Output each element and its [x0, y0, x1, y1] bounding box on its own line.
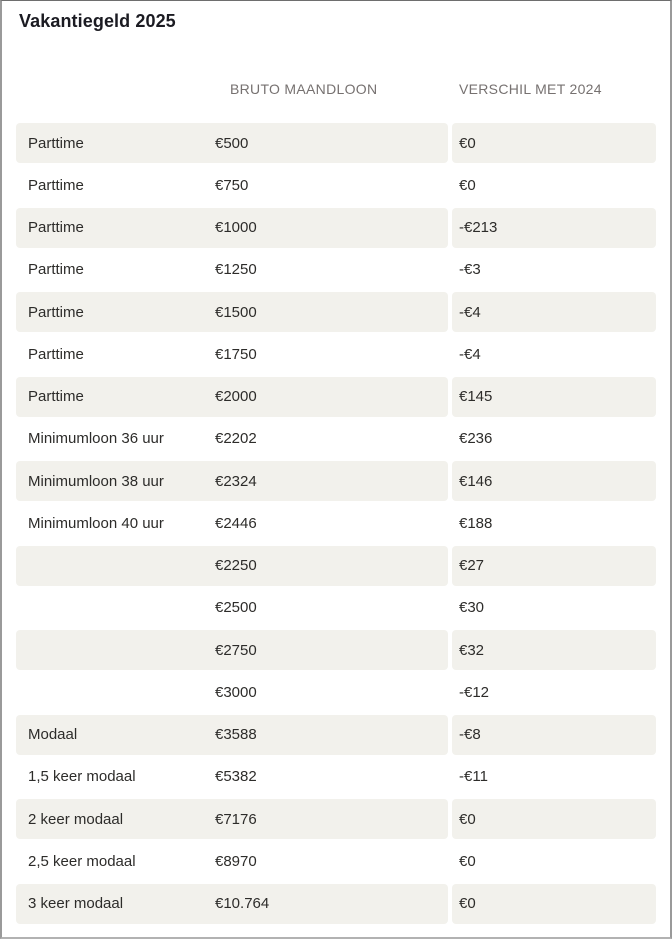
- row-verschil-met-2024-value: €145: [452, 377, 656, 417]
- table-row-inner: [16, 841, 656, 881]
- table-row-inner: [16, 419, 656, 459]
- row-bruto-maandloon-value: €1000: [215, 208, 448, 248]
- row-verschil-met-2024-value: -€4: [452, 292, 656, 332]
- row-verschil-met-2024-value: €236: [459, 430, 493, 448]
- row-bruto-maandloon-value: €750: [215, 176, 249, 194]
- table-row: [16, 418, 656, 460]
- row-bruto-maandloon-value: €5382: [215, 768, 257, 786]
- row-bruto-maandloon-value: €7176: [215, 799, 448, 839]
- row-label: Parttime: [16, 377, 215, 417]
- row-bruto-maandloon-value: €3000: [215, 683, 257, 701]
- row-label: Minimumloon 38 uur: [16, 461, 215, 501]
- row-label: [16, 672, 215, 712]
- table-row: [16, 460, 656, 502]
- row-bruto-maandloon-value: €2250: [215, 546, 448, 586]
- row-label: [16, 546, 215, 586]
- row-label: 2 keer modaal: [16, 799, 215, 839]
- row-bruto-maandloon-value: €10.764: [215, 884, 448, 924]
- table-row: [16, 840, 656, 882]
- row-bruto-maandloon-value: €3588: [215, 715, 448, 755]
- table-row: [16, 333, 656, 375]
- table-row-inner: [16, 165, 656, 205]
- row-bruto-maandloon-value: €8970: [215, 852, 257, 870]
- row-verschil-met-2024-value: €0: [459, 176, 476, 194]
- column-header-bruto-maandloon: BRUTO MAANDLOON: [230, 81, 378, 97]
- row-bruto-maandloon-value: €1500: [215, 292, 448, 332]
- table-row-inner: [16, 630, 656, 670]
- column-header-empty: [16, 81, 215, 97]
- row-verschil-met-2024-value: €32: [452, 630, 656, 670]
- row-label: 2,5 keer modaal: [28, 852, 136, 870]
- row-verschil-met-2024-value: €188: [459, 514, 493, 532]
- table-row-inner: [16, 123, 656, 163]
- row-bruto-maandloon-value: €1250: [215, 261, 257, 279]
- row-label: Parttime: [28, 261, 84, 279]
- table-row-inner: [16, 503, 656, 543]
- page-title: Vakantiegeld 2025: [19, 11, 176, 31]
- table-row: [16, 883, 656, 925]
- row-verschil-met-2024-value: €0: [452, 123, 656, 163]
- table-row-inner: [16, 292, 656, 332]
- row-bruto-maandloon-value: €2000: [215, 377, 448, 417]
- table-row: [16, 502, 656, 544]
- row-verschil-met-2024-value: -€213: [452, 208, 656, 248]
- row-verschil-met-2024-value: -€11: [459, 768, 488, 786]
- table-row: [16, 545, 656, 587]
- row-bruto-maandloon-value: €2500: [215, 599, 257, 617]
- table-row-inner: [16, 377, 656, 417]
- table-row-inner: [16, 208, 656, 248]
- row-bruto-maandloon-value: €2750: [215, 630, 448, 670]
- row-label: Minimumloon 36 uur: [28, 430, 164, 448]
- row-label: Modaal: [16, 715, 215, 755]
- table-row: [16, 671, 656, 713]
- table-row: [16, 376, 656, 418]
- row-verschil-met-2024-value: €146: [452, 461, 656, 501]
- table-row: [16, 798, 656, 840]
- table-row-inner: [16, 588, 656, 628]
- row-bruto-maandloon-value: €2446: [215, 514, 257, 532]
- table-row: [16, 756, 656, 798]
- row-label: Minimumloon 40 uur: [28, 514, 164, 532]
- row-bruto-maandloon-value: €2324: [215, 461, 448, 501]
- row-verschil-met-2024-value: €0: [452, 799, 656, 839]
- table-row: [16, 714, 656, 756]
- table-row: [16, 587, 656, 629]
- table-row: [16, 164, 656, 206]
- row-label: 3 keer modaal: [16, 884, 215, 924]
- vakantiegeld-page: [2, 10, 670, 925]
- table-row-inner: [16, 715, 656, 755]
- table-row: [16, 249, 656, 291]
- table-row-inner: [16, 461, 656, 501]
- table-row-inner: [16, 884, 656, 924]
- row-verschil-met-2024-value: €0: [452, 884, 656, 924]
- row-verschil-met-2024-value: -€4: [459, 345, 481, 363]
- row-label: Parttime: [16, 123, 215, 163]
- table-row-inner: [16, 546, 656, 586]
- row-label: Parttime: [16, 292, 215, 332]
- vakantiegeld-table: [16, 81, 656, 925]
- row-label: [16, 630, 215, 670]
- table-row: [16, 629, 656, 671]
- table-row: [16, 291, 656, 333]
- table-row-inner: [16, 799, 656, 839]
- row-verschil-met-2024-value: -€12: [459, 683, 490, 701]
- row-bruto-maandloon-value: €2202: [215, 430, 257, 448]
- row-verschil-met-2024-value: -€8: [452, 715, 656, 755]
- row-label: Parttime: [16, 208, 215, 248]
- table-body: [16, 122, 656, 925]
- row-label: Parttime: [28, 176, 84, 194]
- table-row-inner: [16, 250, 656, 290]
- column-header-verschil-met-2024: VERSCHIL MET 2024: [459, 81, 602, 97]
- row-bruto-maandloon-value: €1750: [215, 345, 257, 363]
- row-bruto-maandloon-value: €500: [215, 123, 448, 163]
- row-verschil-met-2024-value: €27: [452, 546, 656, 586]
- row-verschil-met-2024-value: €30: [459, 599, 485, 617]
- table-row-inner: [16, 334, 656, 374]
- row-label: 1,5 keer modaal: [28, 768, 136, 786]
- table-row: [16, 207, 656, 249]
- table-row-inner: [16, 672, 656, 712]
- row-label: Parttime: [28, 345, 84, 363]
- row-verschil-met-2024-value: -€3: [459, 261, 481, 279]
- row-label: [16, 588, 215, 628]
- row-verschil-met-2024-value: €0: [459, 852, 476, 870]
- table-row-inner: [16, 757, 656, 797]
- table-header-row: [16, 81, 656, 97]
- table-row: [16, 122, 656, 164]
